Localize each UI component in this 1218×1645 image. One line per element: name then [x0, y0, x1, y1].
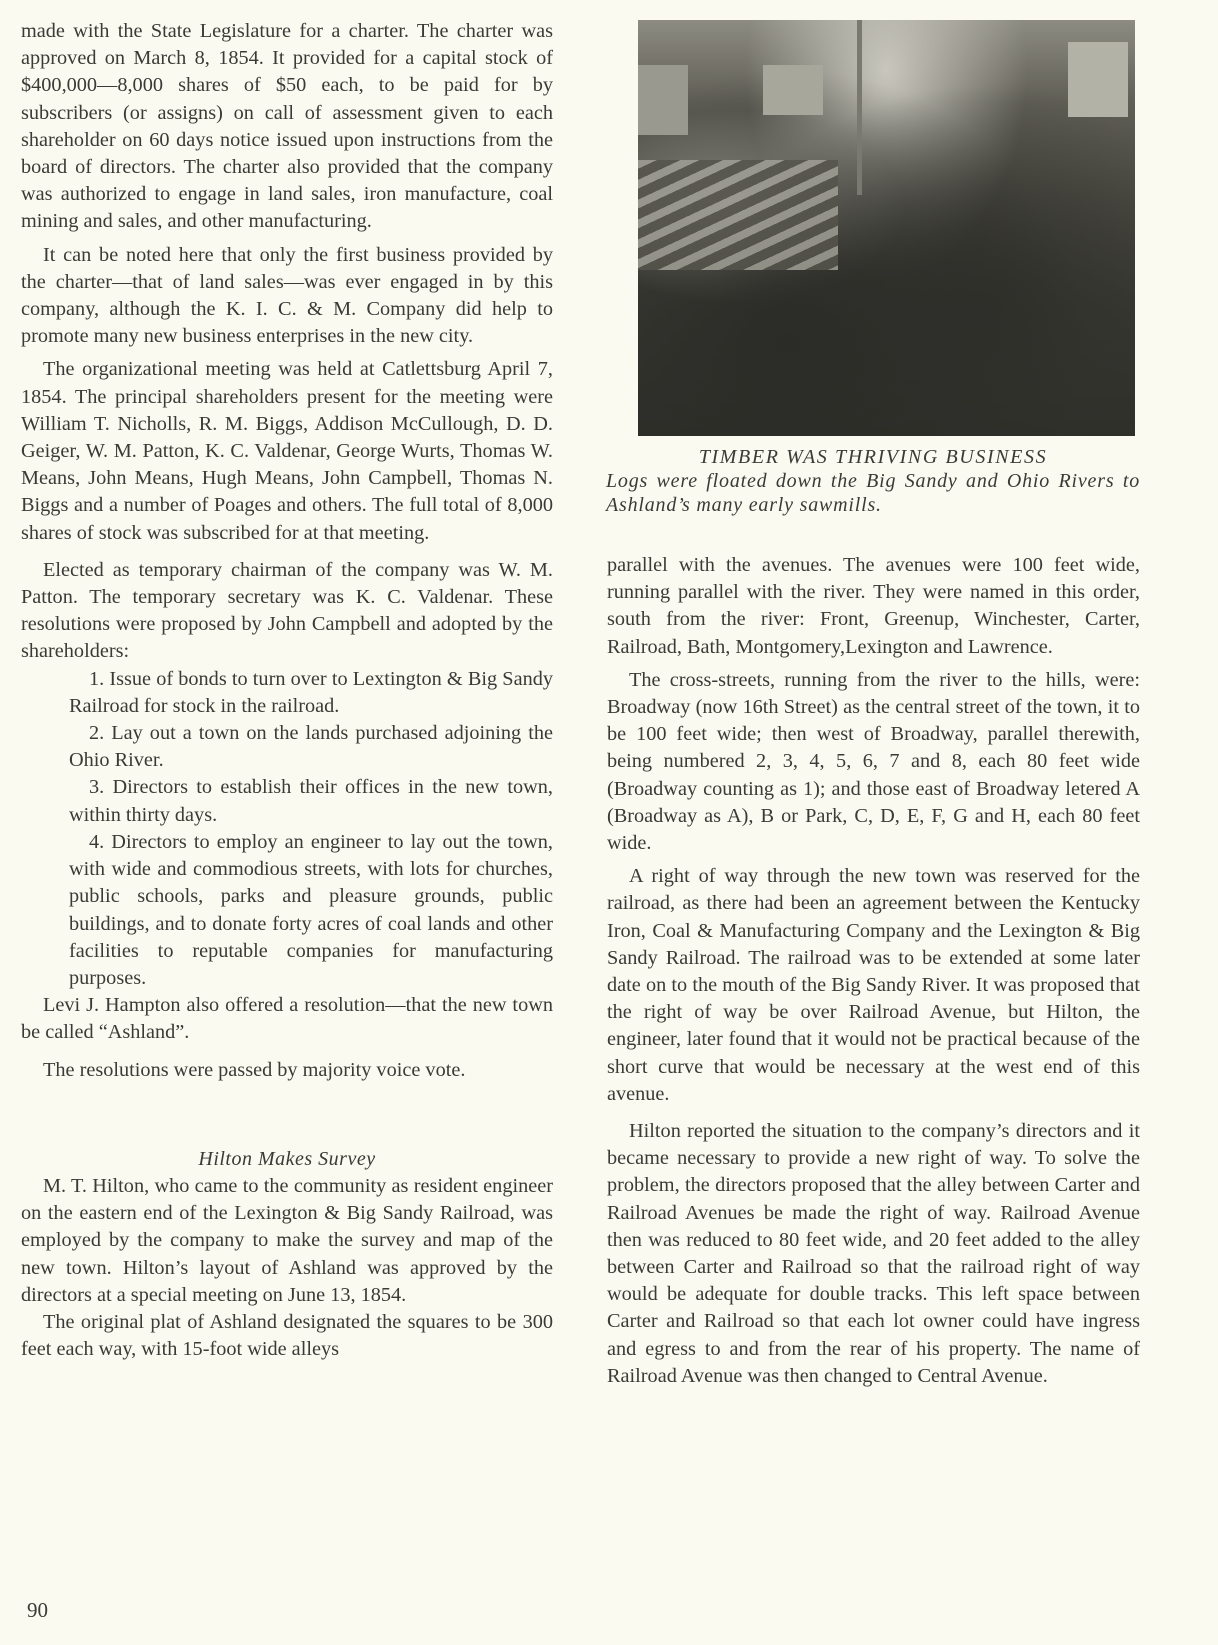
paragraph-organizational-meeting: The organizational meeting was held at Catlettsburg April 7, 1854. The principal shareholders present for the meeting were William T. Nicholls, R. M. Biggs, Addison McCullough, D. D. Geiger, W. M. Patton, K. C. Valdenar, George Wurts, Thomas W. Means, John Means, Hugh Means, John Campbell, Thomas N. Biggs and a number of Poages and others. The full total of 8,000 shares of stock was subscribed for at that meeting. — [21, 358, 553, 544]
section-heading: Hilton Makes Survey — [198, 1147, 376, 1170]
paragraph-right-of-way: A right of way through the new town was reserved for the railroad, as there had been an agreement between the Kentucky Iron, Coal & Manufacturing Company and the Lexington & Big Sandy Railroad. The railroad was to be extended at some later date on to the mouth of the Big Sandy River. It was proposed that the right of way be over Railroad Avenue, but Hilton, the engineer, later found that it would not be practical because of the short curve that would be necessary at the west end of this avenue. — [607, 865, 1140, 1105]
resolution-item: 2. Lay out a town on the lands purchased adjoining the Ohio River. — [69, 722, 553, 772]
paragraph-ashland-name: Levi J. Hampton also offered a resolution—that the new town be called “Ashland”. — [21, 994, 553, 1044]
right-column — [607, 552, 1140, 1390]
paragraph-avenues: parallel with the avenues. The avenues were 100 feet wide, running parallel with the river. They were named in this order, south from the river: Front, Greenup, Winchester, Carter, Railroad, Bath, Montgomery,Lexington and Lawrence. — [607, 554, 1140, 658]
timber-workers-photo — [638, 20, 1135, 436]
paragraph-charter: made with the State Legislature for a charter. The charter was approved on March 8, 1854. It provided for a capital stock of $400,000—8,000 shares of $50 each, to be paid for by subscribers (or assigns) on call of assessment given to each shareholder on 60 days notice issued upon instructions from the board of directors. The charter also provided that the company was authorized to engage in land sales, iron manufacture, coal mining and sales, and other manufacturing. — [21, 20, 553, 233]
page-number: 90 — [27, 1598, 48, 1622]
photo-shed — [1068, 42, 1128, 117]
photo-caption — [606, 445, 1140, 517]
left-column — [21, 18, 553, 1363]
paragraph-cross-streets: The cross-streets, running from the river to the hills, were: Broadway (now 16th Street) as the central street of the town, it to be 100 feet wide; then west of Broadway, parallel therewith, being numbered 2, 3, 4, 5, 6, 7 and 8, each 80 feet wide (Broadway counting as 1); and those east of Broadway letered A (Broadway as A), B or Park, C, D, E, F, G and H, each 80 feet wide. — [607, 668, 1140, 855]
paragraph-first-business: It can be noted here that only the first business provided by the charter—that of land sales—was ever engaged in by this company, although the K. I. C. & M. Company did help to promote many new business enterprises in the new city. — [21, 243, 553, 348]
paragraph-original-plat: The original plat of Ashland designated the squares to be 300 feet each way, with 15-foot wide alleys — [21, 1310, 553, 1361]
photo-pole — [857, 20, 862, 195]
photo-shed — [638, 65, 688, 135]
paragraph-hilton-survey: M. T. Hilton, who came to the community as resident engineer on the eastern end of the Lexington & Big Sandy Railroad, was employed by the company to make the survey and map of the new town. Hilton’s layout of Ashland was approved by the directors at a special meeting on June 13, 1854. — [21, 1174, 553, 1306]
caption-body: Logs were floated down the Big Sandy and Ohio Rivers to Ashland’s many early sawmills. — [606, 470, 1140, 516]
resolution-item: 3. Directors to establish their offices in the new town, within thirty days. — [69, 776, 553, 826]
photo-log-pile — [638, 160, 838, 270]
caption-title: TIMBER WAS THRIVING BUSINESS — [698, 446, 1048, 468]
paragraph-temporary-chairman: Elected as temporary chairman of the company was W. M. Patton. The temporary secretary was K. C. Valdenar. These resolutions were proposed by John Campbell and adopted by the shareholders: — [21, 558, 553, 663]
paragraph-new-right-of-way: Hilton reported the situation to the company’s directors and it became necessary to provide a new right of way. To solve the problem, the directors proposed that the alley between Carter and Railroad Avenues be made the right of way. Railroad Avenue then was reduced to 80 feet wide, and 20 feet added to the alley between Carter and Railroad so that the railroad right of way would be adequate for double tracks. This left space between Carter and Railroad so that each lot owner could have ingress and egress to and from the rear of his property. The name of Railroad Avenue was then changed to Central Avenue. — [607, 1120, 1140, 1387]
paragraph-voice-vote: The resolutions were passed by majority voice vote. — [43, 1058, 466, 1081]
resolution-item: 1. Issue of bonds to turn over to Lextington & Big Sandy Railroad for stock in the railroad. — [69, 667, 553, 717]
resolutions-list — [69, 666, 553, 992]
photo-shed — [763, 65, 823, 115]
resolution-item: 4. Directors to employ an engineer to lay out the town, with wide and commodious streets, with lots for churches, public schools, parks and pleasure grounds, public buildings, and to donate forty acres of coal lands and other facilities to reputable companies for manufacturing purposes. — [69, 830, 553, 989]
